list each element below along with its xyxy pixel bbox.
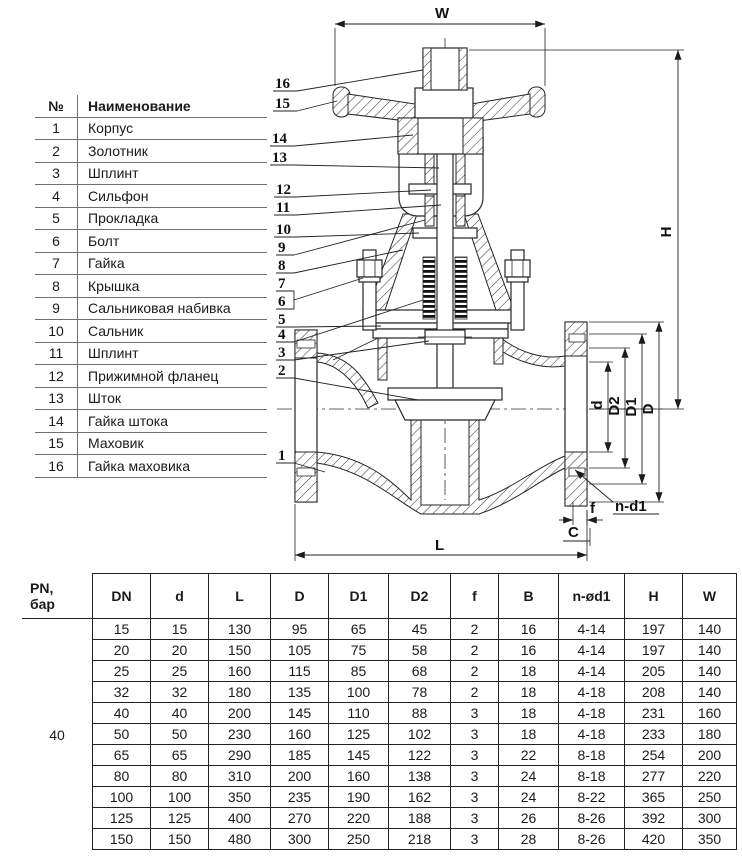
- cell-w: 300: [683, 808, 737, 829]
- part-number: 11: [35, 342, 78, 365]
- cell-l: 230: [209, 724, 271, 745]
- cell-d2: 45: [389, 619, 451, 640]
- cell-b: 16: [499, 640, 559, 661]
- cell-d1: 145: [329, 745, 389, 766]
- parts-row: [35, 410, 267, 433]
- svg-text:9: 9: [278, 240, 286, 256]
- part-name: Корпус: [78, 117, 268, 140]
- cell-dn: 65: [93, 745, 151, 766]
- parts-row: [35, 252, 267, 275]
- disc-plate: [388, 388, 502, 400]
- nut: [357, 260, 382, 277]
- cell-d-outer: 235: [271, 787, 329, 808]
- col-header-d1: D1: [329, 574, 389, 619]
- handwheel-nut-wall: [459, 48, 467, 90]
- dim-label-f: f: [590, 500, 595, 517]
- col-header-d: d: [151, 574, 209, 619]
- cell-l: 480: [209, 829, 271, 850]
- svg-text:15: 15: [275, 96, 290, 112]
- part-number: 2: [35, 140, 78, 163]
- part-number: 14: [35, 410, 78, 433]
- parts-row: [35, 387, 267, 410]
- pn-column: [22, 573, 92, 850]
- cell-f: 3: [451, 724, 499, 745]
- pn-value: 40: [49, 726, 65, 743]
- cell-f: 3: [451, 829, 499, 850]
- body-neck-left: [378, 338, 387, 380]
- cell-l: 400: [209, 808, 271, 829]
- part-name: Шплинт: [78, 342, 268, 365]
- cell-n-d1: 8-22: [559, 787, 625, 808]
- part-name: Гайка штока: [78, 410, 268, 433]
- cell-d2: 218: [389, 829, 451, 850]
- parts-row: [35, 207, 267, 230]
- svg-text:14: 14: [272, 131, 287, 147]
- col-header-b: B: [499, 574, 559, 619]
- cell-dn: 50: [93, 724, 151, 745]
- cell-w: 160: [683, 703, 737, 724]
- svg-text:7: 7: [278, 276, 286, 292]
- callout-14: [270, 131, 413, 147]
- cell-w: 250: [683, 787, 737, 808]
- left-flange: [295, 330, 317, 502]
- cell-d: 65: [151, 745, 209, 766]
- cell-dn: 150: [93, 829, 151, 850]
- cell-d-outer: 300: [271, 829, 329, 850]
- svg-text:2: 2: [278, 363, 286, 379]
- cell-d: 25: [151, 661, 209, 682]
- dim-label-d2: D2: [606, 396, 623, 416]
- table-row: [93, 703, 737, 724]
- cell-f: 3: [451, 745, 499, 766]
- part-name: Болт: [78, 230, 268, 253]
- cell-dn: 125: [93, 808, 151, 829]
- svg-text:10: 10: [276, 222, 291, 238]
- cell-d: 80: [151, 766, 209, 787]
- cell-n-d1: 4-18: [559, 682, 625, 703]
- cell-h: 197: [625, 619, 683, 640]
- cell-d1: 110: [329, 703, 389, 724]
- disc: [395, 400, 495, 420]
- cell-d1: 85: [329, 661, 389, 682]
- washer: [507, 277, 528, 282]
- handwheel-hub: [415, 88, 473, 118]
- cell-w: 140: [683, 682, 737, 703]
- cell-h: 208: [625, 682, 683, 703]
- part-number: 16: [35, 455, 78, 478]
- cell-h: 197: [625, 640, 683, 661]
- cell-b: 26: [499, 808, 559, 829]
- table-row: [93, 766, 737, 787]
- callout-6: [276, 278, 363, 310]
- cell-d-outer: 115: [271, 661, 329, 682]
- table-row: [93, 808, 737, 829]
- dimensions-header-row: [93, 574, 737, 619]
- cell-d2: 58: [389, 640, 451, 661]
- cell-b: 18: [499, 682, 559, 703]
- part-name: Прокладка: [78, 207, 268, 230]
- part-name: Золотник: [78, 140, 268, 163]
- dimension-c: [563, 524, 590, 546]
- valve-section-drawing: [263, 0, 742, 568]
- cell-d: 15: [151, 619, 209, 640]
- cell-d2: 138: [389, 766, 451, 787]
- table-row: [93, 682, 737, 703]
- packing: [456, 196, 465, 226]
- part-name: Шток: [78, 387, 268, 410]
- svg-text:3: 3: [278, 345, 286, 361]
- parts-row: [35, 185, 267, 208]
- cell-d1: 65: [329, 619, 389, 640]
- parts-row: [35, 117, 267, 140]
- table-row: [93, 787, 737, 808]
- svg-text:11: 11: [276, 200, 291, 216]
- parts-row: [35, 455, 267, 478]
- cell-n-d1: 4-18: [559, 703, 625, 724]
- cell-d1: 220: [329, 808, 389, 829]
- part-number: 9: [35, 297, 78, 320]
- body-left-top-wall: [317, 353, 378, 408]
- cell-b: 24: [499, 787, 559, 808]
- table-row: [93, 640, 737, 661]
- cell-f: 2: [451, 640, 499, 661]
- cell-b: 16: [499, 619, 559, 640]
- packing: [425, 196, 434, 226]
- cell-d-outer: 145: [271, 703, 329, 724]
- cell-h: 277: [625, 766, 683, 787]
- cell-dn: 25: [93, 661, 151, 682]
- parts-row: [35, 320, 267, 343]
- cell-l: 150: [209, 640, 271, 661]
- col-header-w: W: [683, 574, 737, 619]
- left-flange-bolt-hole: [297, 468, 315, 476]
- part-number: 15: [35, 432, 78, 455]
- cell-w: 350: [683, 829, 737, 850]
- cell-d1: 125: [329, 724, 389, 745]
- cell-n-d1: 8-18: [559, 745, 625, 766]
- cell-d-outer: 95: [271, 619, 329, 640]
- cell-n-d1: 4-14: [559, 619, 625, 640]
- cell-dn: 100: [93, 787, 151, 808]
- part-name: Шплинт: [78, 162, 268, 185]
- svg-text:1: 1: [278, 448, 286, 464]
- col-header-dn: DN: [93, 574, 151, 619]
- pn-header-line1: PN,: [30, 579, 54, 596]
- cell-d: 100: [151, 787, 209, 808]
- col-header-h: H: [625, 574, 683, 619]
- part-name: Прижимной фланец: [78, 365, 268, 388]
- cell-b: 22: [499, 745, 559, 766]
- cell-l: 160: [209, 661, 271, 682]
- parts-row: [35, 432, 267, 455]
- right-flange: [565, 322, 587, 506]
- cell-h: 233: [625, 724, 683, 745]
- cell-n-d1: 8-26: [559, 829, 625, 850]
- cell-f: 3: [451, 787, 499, 808]
- parts-row: [35, 275, 267, 298]
- cell-h: 231: [625, 703, 683, 724]
- part-name: Гайка: [78, 252, 268, 275]
- stem-nut-housing-wall: [463, 118, 483, 154]
- pn-header-line2: бар: [30, 595, 55, 612]
- part-number: 13: [35, 387, 78, 410]
- part-name: Сальник: [78, 320, 268, 343]
- handwheel-nut-wall: [423, 48, 431, 90]
- cell-n-d1: 4-18: [559, 724, 625, 745]
- cell-w: 180: [683, 724, 737, 745]
- cell-d: 20: [151, 640, 209, 661]
- cell-d: 32: [151, 682, 209, 703]
- cell-f: 3: [451, 703, 499, 724]
- table-row: [93, 829, 737, 850]
- parts-row: [35, 230, 267, 253]
- cell-dn: 80: [93, 766, 151, 787]
- cell-f: 2: [451, 682, 499, 703]
- part-number: 4: [35, 185, 78, 208]
- cell-d1: 160: [329, 766, 389, 787]
- parts-list-table: [35, 95, 267, 478]
- col-header-n-d1: n-ød1: [559, 574, 625, 619]
- col-header-d-outer: D: [271, 574, 329, 619]
- body-bottom-wall: [317, 420, 565, 514]
- cell-b: 18: [499, 724, 559, 745]
- parts-header-row: [35, 95, 267, 117]
- right-flange-bolt-hole: [569, 334, 585, 342]
- part-number: 10: [35, 320, 78, 343]
- cell-d-outer: 105: [271, 640, 329, 661]
- cell-n-d1: 4-14: [559, 640, 625, 661]
- cell-d1: 75: [329, 640, 389, 661]
- cell-d-outer: 185: [271, 745, 329, 766]
- cell-b: 18: [499, 703, 559, 724]
- cell-n-d1: 4-14: [559, 661, 625, 682]
- cell-f: 2: [451, 661, 499, 682]
- part-number: 8: [35, 275, 78, 298]
- cell-d: 150: [151, 829, 209, 850]
- cell-h: 392: [625, 808, 683, 829]
- handwheel-group: [333, 48, 545, 154]
- cell-h: 254: [625, 745, 683, 766]
- svg-text:16: 16: [275, 76, 290, 92]
- part-name: Гайка маховика: [78, 455, 268, 478]
- cell-n-d1: 8-18: [559, 766, 625, 787]
- cell-l: 180: [209, 682, 271, 703]
- svg-text:8: 8: [278, 258, 286, 274]
- parts-row: [35, 342, 267, 365]
- dim-label-d: d: [589, 400, 606, 410]
- table-row: [93, 661, 737, 682]
- cell-h: 365: [625, 787, 683, 808]
- table-row: [93, 724, 737, 745]
- cell-f: 3: [451, 808, 499, 829]
- cell-l: 350: [209, 787, 271, 808]
- dim-label-d-outer: D: [640, 403, 657, 415]
- cell-d2: 122: [389, 745, 451, 766]
- part-number: 3: [35, 162, 78, 185]
- cell-h: 420: [625, 829, 683, 850]
- cell-d2: 68: [389, 661, 451, 682]
- col-header-f: f: [451, 574, 499, 619]
- dim-label-l: L: [435, 537, 445, 554]
- cell-h: 205: [625, 661, 683, 682]
- cell-d: 50: [151, 724, 209, 745]
- body-right-top-wall: [494, 337, 565, 367]
- cell-b: 28: [499, 829, 559, 850]
- parts-row: [35, 140, 267, 163]
- cell-d2: 88: [389, 703, 451, 724]
- col-header-d2: D2: [389, 574, 451, 619]
- parts-row: [35, 162, 267, 185]
- svg-text:4: 4: [278, 327, 286, 343]
- svg-text:6: 6: [278, 294, 286, 310]
- svg-text:5: 5: [278, 312, 286, 328]
- part-number: 1: [35, 117, 78, 140]
- cell-d2: 102: [389, 724, 451, 745]
- cell-l: 130: [209, 619, 271, 640]
- cell-w: 220: [683, 766, 737, 787]
- cell-d: 40: [151, 703, 209, 724]
- cell-d: 125: [151, 808, 209, 829]
- cell-dn: 32: [93, 682, 151, 703]
- part-name: Сальниковая набивка: [78, 297, 268, 320]
- callout-7: [276, 276, 294, 292]
- table-row: [93, 619, 737, 640]
- dimensions-grid: [92, 573, 737, 850]
- handwheel-rim-right: [528, 87, 545, 117]
- cell-d-outer: 270: [271, 808, 329, 829]
- dim-label-n-d1: n-d1: [615, 498, 647, 515]
- cell-d-outer: 200: [271, 766, 329, 787]
- dim-label-w: W: [435, 5, 450, 22]
- dim-label-c: C: [568, 524, 579, 541]
- part-name: Маховик: [78, 432, 268, 455]
- parts-row: [35, 365, 267, 388]
- cell-w: 140: [683, 661, 737, 682]
- cell-d1: 250: [329, 829, 389, 850]
- cell-n-d1: 8-26: [559, 808, 625, 829]
- cell-dn: 15: [93, 619, 151, 640]
- cell-f: 3: [451, 766, 499, 787]
- parts-row: [35, 297, 267, 320]
- cell-b: 24: [499, 766, 559, 787]
- left-flange-bolt-hole: [297, 340, 315, 348]
- cell-d2: 188: [389, 808, 451, 829]
- part-number: 5: [35, 207, 78, 230]
- cell-b: 18: [499, 661, 559, 682]
- part-name: Крышка: [78, 275, 268, 298]
- cell-w: 140: [683, 640, 737, 661]
- cell-dn: 40: [93, 703, 151, 724]
- cell-d-outer: 160: [271, 724, 329, 745]
- callout-16: [273, 70, 423, 92]
- parts-col-number: №: [35, 95, 78, 117]
- nut: [505, 260, 530, 277]
- table-row: [93, 745, 737, 766]
- part-number: 6: [35, 230, 78, 253]
- cell-f: 2: [451, 619, 499, 640]
- parts-col-name: Наименование: [78, 95, 268, 117]
- cell-w: 200: [683, 745, 737, 766]
- pn-header: [22, 573, 92, 619]
- dim-label-d1: D1: [623, 397, 640, 417]
- cell-d2: 162: [389, 787, 451, 808]
- washer: [359, 277, 380, 282]
- part-name: Сильфон: [78, 185, 268, 208]
- part-number: 12: [35, 365, 78, 388]
- cell-dn: 20: [93, 640, 151, 661]
- col-header-l: L: [209, 574, 271, 619]
- cell-d1: 100: [329, 682, 389, 703]
- dimensions-table: [22, 573, 737, 850]
- part-number: 7: [35, 252, 78, 275]
- cell-d2: 78: [389, 682, 451, 703]
- cell-d1: 190: [329, 787, 389, 808]
- body-neck-right: [494, 338, 503, 364]
- cell-d-outer: 135: [271, 682, 329, 703]
- svg-text:13: 13: [272, 150, 287, 166]
- cell-l: 290: [209, 745, 271, 766]
- cell-w: 140: [683, 619, 737, 640]
- callout-15: [273, 96, 337, 112]
- cell-l: 200: [209, 703, 271, 724]
- dim-label-h: H: [658, 226, 675, 238]
- cell-l: 310: [209, 766, 271, 787]
- svg-text:12: 12: [276, 182, 291, 198]
- handwheel-rim-left: [333, 87, 350, 117]
